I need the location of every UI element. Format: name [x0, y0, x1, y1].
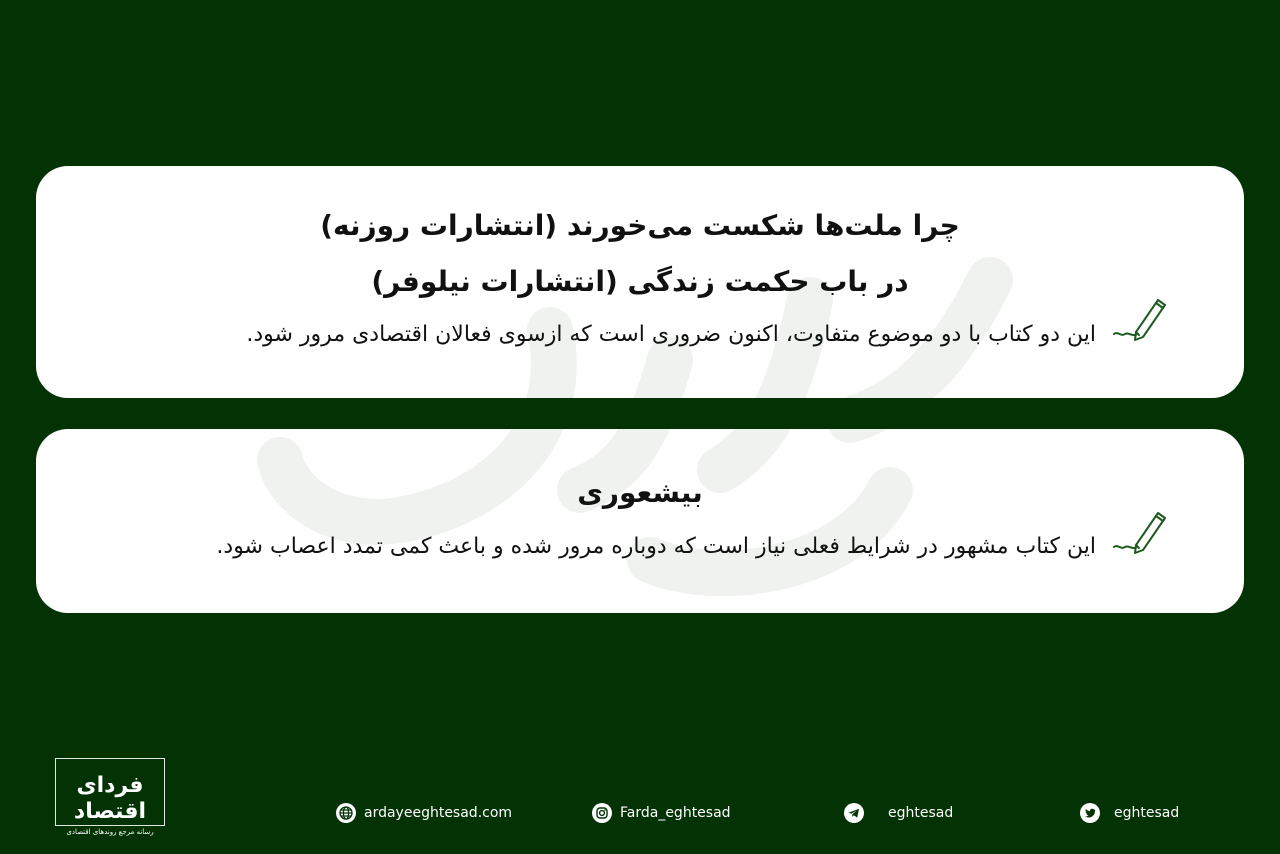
card-title: بیشعوری: [577, 476, 703, 509]
footer-instagram[interactable]: [592, 802, 731, 824]
brand-logo: [55, 758, 165, 836]
footer-telegram-label: eghtesad: [888, 805, 954, 821]
telegram-icon: [844, 803, 864, 823]
footer-telegram[interactable]: [844, 802, 953, 824]
footer-twitter[interactable]: [1080, 802, 1179, 824]
pen-icon: [1112, 507, 1168, 557]
logo-name: فردای اقتصاد: [73, 773, 147, 824]
twitter-icon: [1080, 803, 1100, 823]
footer-twitter-label: eghtesad: [1114, 805, 1180, 821]
footer-instagram-label: Farda_eghtesad: [620, 805, 731, 821]
instagram-icon: [592, 803, 612, 823]
card-title-line-2: در باب حکمت زندگی (انتشارات نیلوفر): [371, 265, 909, 298]
card-title-line-1: چرا ملت‌ها شکست می‌خورند (انتشارات روزنه): [320, 209, 960, 242]
pen-icon: [1112, 294, 1168, 344]
globe-icon: [336, 803, 356, 823]
footer-website[interactable]: [336, 802, 512, 824]
card-description: این کتاب مشهور در شرایط فعلی نیاز است که دوباره مرور شده و باعث کمی تمدد اعصاب شود.: [216, 534, 1096, 559]
card-description: این دو کتاب با دو موضوع متفاوت، اکنون ضروری است که ازسوی فعالان اقتصادی مرور شود.: [246, 322, 1096, 347]
logo-tagline: رسانه مرجع روندهای اقتصادی: [66, 828, 154, 836]
book-card-1: [36, 166, 1244, 398]
book-card-2: [36, 429, 1244, 613]
footer-website-label: ardayeeghtesad.com: [364, 805, 513, 821]
